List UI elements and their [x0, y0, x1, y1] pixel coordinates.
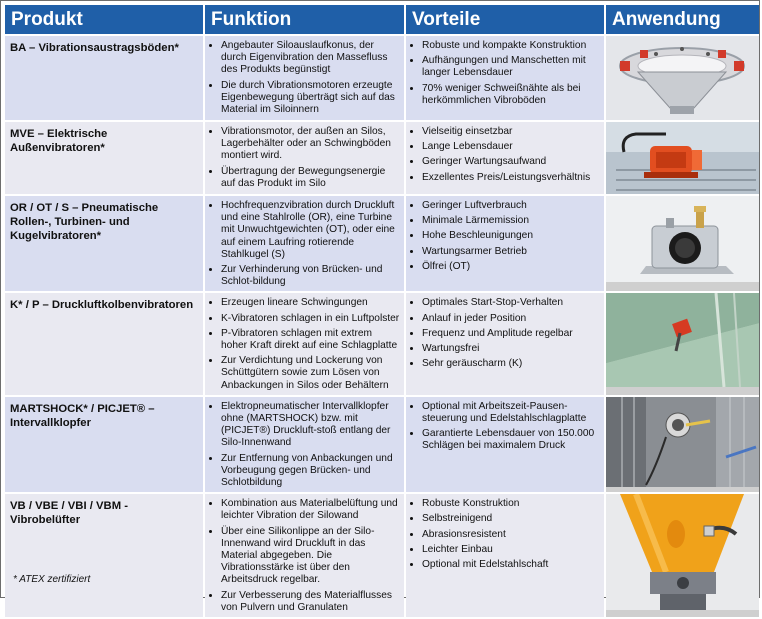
advantage-item: • Minimale Lärmemission — [422, 215, 600, 227]
function-cell — [205, 293, 404, 394]
header-funktion: Funktion — [205, 5, 404, 34]
function-item: • Erzeugen lineare Schwingungen — [221, 297, 400, 309]
function-item: • Zur Entfernung von Anbackungen und Vorbeugung gegen Brücken- und Schlotbildung — [221, 453, 400, 490]
advantage-item: • Geringer Luftverbrauch — [422, 200, 600, 212]
advantages-cell — [406, 196, 604, 291]
function-item: • Kombination aus Materialbelüftung und leichter Vibration der Silowand — [221, 498, 400, 522]
advantages-cell — [406, 122, 604, 194]
function-item: • Die durch Vibrationsmotoren erzeugte Eigenbewegung überträgt sich auf das Material im Siloinnern — [221, 80, 400, 117]
advantage-item: • Anlauf in jeder Position — [422, 313, 600, 325]
advantage-item: • Selbstreinigend — [422, 513, 600, 525]
advantage-item: • Abrasionsresistent — [422, 529, 600, 541]
pneumatic-vibrator-photo — [606, 196, 759, 291]
advantage-item: • Frequenz und Amplitude regelbar — [422, 328, 600, 340]
advantage-item: • Exzellentes Preis/Leistungsverhältnis — [422, 172, 600, 184]
advantage-item: • Robuste und kompakte Konstruktion — [422, 40, 600, 52]
product-name: BA – Vibrationsaustragsböden* — [5, 36, 203, 120]
product-name: MVE – Elektrische Außenvibratoren* — [5, 122, 203, 194]
advantage-item: • Leichter Einbau — [422, 544, 600, 556]
table-row — [5, 293, 759, 394]
table-row — [5, 196, 759, 291]
advantage-item: • Sehr geräuscharm (K) — [422, 358, 600, 370]
vibro-aerator-photo — [606, 494, 759, 617]
table-row — [5, 36, 759, 120]
table-row — [5, 494, 759, 617]
advantage-item: • Wartungsarmer Betrieb — [422, 246, 600, 258]
function-cell — [205, 397, 404, 492]
product-table — [3, 3, 761, 619]
advantages-cell — [406, 494, 604, 617]
advantage-item: • Optional mit Arbeitszeit-Pausen-steuerung und Edelstahlschlagplatte — [422, 401, 600, 425]
function-item: • Zur Verbesserung des Materialflusses von Pulvern und Granulaten — [221, 590, 400, 614]
function-item: • Übertragung der Bewegungsenergie auf das Produkt im Silo — [221, 166, 400, 190]
vibration-discharger-photo — [606, 36, 759, 120]
advantage-item: • Vielseitig einsetzbar — [422, 126, 600, 138]
advantage-item: • Robuste Konstruktion — [422, 498, 600, 510]
advantage-item: • Lange Lebensdauer — [422, 141, 600, 153]
function-item: • K-Vibratoren schlagen in ein Luftpolster — [221, 313, 400, 325]
interval-knocker-photo — [606, 397, 759, 492]
advantage-item: • Aufhängungen und Manschetten mit langer Lebensdauer — [422, 55, 600, 79]
atex-footnote: * ATEX zertifiziert — [13, 574, 91, 585]
advantages-cell — [406, 293, 604, 394]
function-item: • Angebauter Siloauslaufkonus, der durch Eigenvibration den Massefluss des Produkts begünstigt — [221, 40, 400, 77]
piston-vibrator-photo — [606, 293, 759, 394]
function-item: • P-Vibratoren schlagen mit extrem hoher Kraft direkt auf eine Schlagplatte — [221, 328, 400, 352]
header-produkt: Produkt — [5, 5, 203, 34]
function-item: • Hochfrequenzvibration durch Druckluft und eine Stahlrolle (OR), eine Turbine mit Unwuchtgewichten (OT), oder eine auf einem Laufring rotierende Stahlkugel (S) — [221, 200, 400, 261]
product-name: MARTSHOCK* / PICJET® – Intervallklopfer — [5, 397, 203, 492]
advantage-item: • Wartungsfrei — [422, 343, 600, 355]
advantages-cell — [406, 36, 604, 120]
function-item: • Zur Verhinderung von Brücken- und Schlot-bildung — [221, 264, 400, 288]
function-cell — [205, 36, 404, 120]
advantage-item: • Optimales Start-Stop-Verhalten — [422, 297, 600, 309]
advantage-item: • Garantierte Lebensdauer von 150.000 Schlägen bei maximalem Druck — [422, 428, 600, 452]
advantage-item: • Hohe Beschleunigungen — [422, 230, 600, 242]
table-row — [5, 397, 759, 492]
function-item: • Zur Verdichtung und Lockerung von Schüttgütern sowie zum Lösen von Anbackungen in Silos oder Behältern — [221, 355, 400, 392]
function-cell — [205, 122, 404, 194]
product-name: VB / VBE / VBI / VBM - Vibrobelüfter — [5, 494, 203, 617]
advantage-item: • 70% weniger Schweißnähte als bei herkömmlichen Vibroböden — [422, 83, 600, 107]
header-vorteile: Vorteile — [406, 5, 604, 34]
advantage-item: • Ölfrei (OT) — [422, 261, 600, 273]
function-item: • Über eine Silikonlippe an der Silo-Innenwand wird Druckluft in das Material abgegeben. Die Vibrationsstärke ist über den Arbeitsdruck regelbar. — [221, 526, 400, 587]
advantages-cell — [406, 397, 604, 492]
product-name: OR / OT / S – Pneumatische Rollen-, Turbinen- und Kugelvibratoren* — [5, 196, 203, 291]
function-cell — [205, 196, 404, 291]
electric-vibrator-photo — [606, 122, 759, 194]
table-header-row — [5, 5, 759, 34]
table-row — [5, 122, 759, 194]
product-name: K* / P – Druckluftkolbenvibratoren — [5, 293, 203, 394]
advantage-item: • Geringer Wartungsaufwand — [422, 156, 600, 168]
header-anwendung: Anwendung — [606, 5, 759, 34]
function-item: • Vibrationsmotor, der außen an Silos, Lagerbehälter oder an Schwingböden montiert wird. — [221, 126, 400, 163]
function-cell — [205, 494, 404, 617]
function-item: • Elektropneumatischer Intervallklopfer ohne (MARTSHOCK) bzw. mit (PICJET®) Druckluft-stoß entlang der Silo-Innenwand — [221, 401, 400, 450]
advantage-item: • Optional mit Edelstahlschaft — [422, 559, 600, 571]
